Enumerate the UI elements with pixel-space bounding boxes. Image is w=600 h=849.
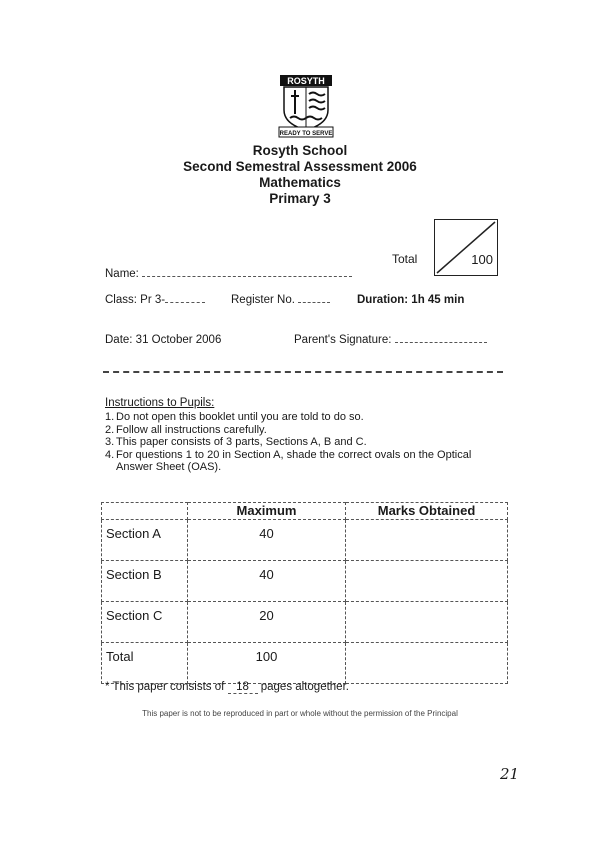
instruction-item: 4. For questions 1 to 20 in Section A, shade the correct ovals on the Optical Answer Sheet (OAS).: [105, 448, 472, 473]
table-row: [102, 561, 508, 602]
row-label: Section C: [102, 602, 188, 643]
row-label: Section B: [102, 561, 188, 602]
table-row: [102, 602, 508, 643]
table-row: [102, 643, 508, 684]
instruction-item: 2. Follow all instructions carefully.: [105, 423, 267, 436]
header-blank: [102, 503, 188, 520]
signature-field: [294, 334, 487, 346]
header-marks-obtained: Marks Obtained: [346, 503, 508, 520]
crest-top-text: ROSYTH: [287, 76, 325, 86]
class-label: Class: Pr 3-: [105, 294, 166, 306]
instructions-title: Instructions to Pupils:: [105, 397, 215, 409]
handwritten-page-mark: 21: [500, 765, 520, 783]
instruction-item: 1. Do not open this booklet until you are told to do so.: [105, 411, 364, 423]
instructions-list: [105, 411, 505, 474]
pages-suffix: pages altogether.: [260, 681, 349, 693]
school-crest: [276, 74, 336, 138]
register-blank[interactable]: [298, 302, 330, 303]
row-obtained[interactable]: [346, 643, 508, 684]
instruction-item: 3. This paper consists of 3 parts, Sections A, B and C.: [105, 436, 367, 448]
subject-title: Mathematics: [259, 175, 341, 190]
crest-motto: READY TO SERVE: [279, 131, 333, 137]
row-max: 100: [188, 643, 346, 684]
date: Date: 31 October 2006: [105, 334, 222, 346]
total-label: Total: [392, 252, 418, 266]
assessment-title: Second Semestral Assessment 2006: [183, 159, 417, 174]
register-field: [231, 294, 330, 306]
total-score-box: [434, 219, 498, 276]
row-max: 20: [188, 602, 346, 643]
level-title: Primary 3: [269, 191, 331, 206]
signature-label: Parent's Signature:: [294, 334, 392, 346]
reproduction-note: This paper is not to be reproduced in part or whole without the permission of the Principal: [142, 709, 458, 718]
pages-note: [105, 681, 349, 694]
row-obtained[interactable]: [346, 520, 508, 561]
school-name: Rosyth School: [252, 143, 348, 158]
name-blank[interactable]: [142, 276, 352, 277]
register-label: Register No.: [231, 294, 295, 306]
row-obtained[interactable]: [346, 561, 508, 602]
marks-table: [101, 502, 508, 684]
total-max: 100: [471, 252, 493, 267]
name-label: Name:: [105, 268, 139, 280]
duration: Duration: 1h 45 min: [357, 294, 465, 306]
class-field: [105, 294, 205, 306]
row-obtained[interactable]: [346, 602, 508, 643]
table-row: [102, 520, 508, 561]
row-max: 40: [188, 561, 346, 602]
row-label: Section A: [102, 520, 188, 561]
pages-prefix: * This paper consists of: [105, 681, 225, 693]
pages-count: 18: [228, 681, 258, 694]
name-row: [105, 268, 352, 280]
row-label: Total: [102, 643, 188, 684]
row-max: 40: [188, 520, 346, 561]
signature-blank[interactable]: [395, 342, 487, 343]
marks-table-header: [102, 503, 508, 520]
header-maximum: Maximum: [188, 503, 346, 520]
separator-line: [103, 371, 503, 373]
class-blank[interactable]: [165, 302, 205, 303]
